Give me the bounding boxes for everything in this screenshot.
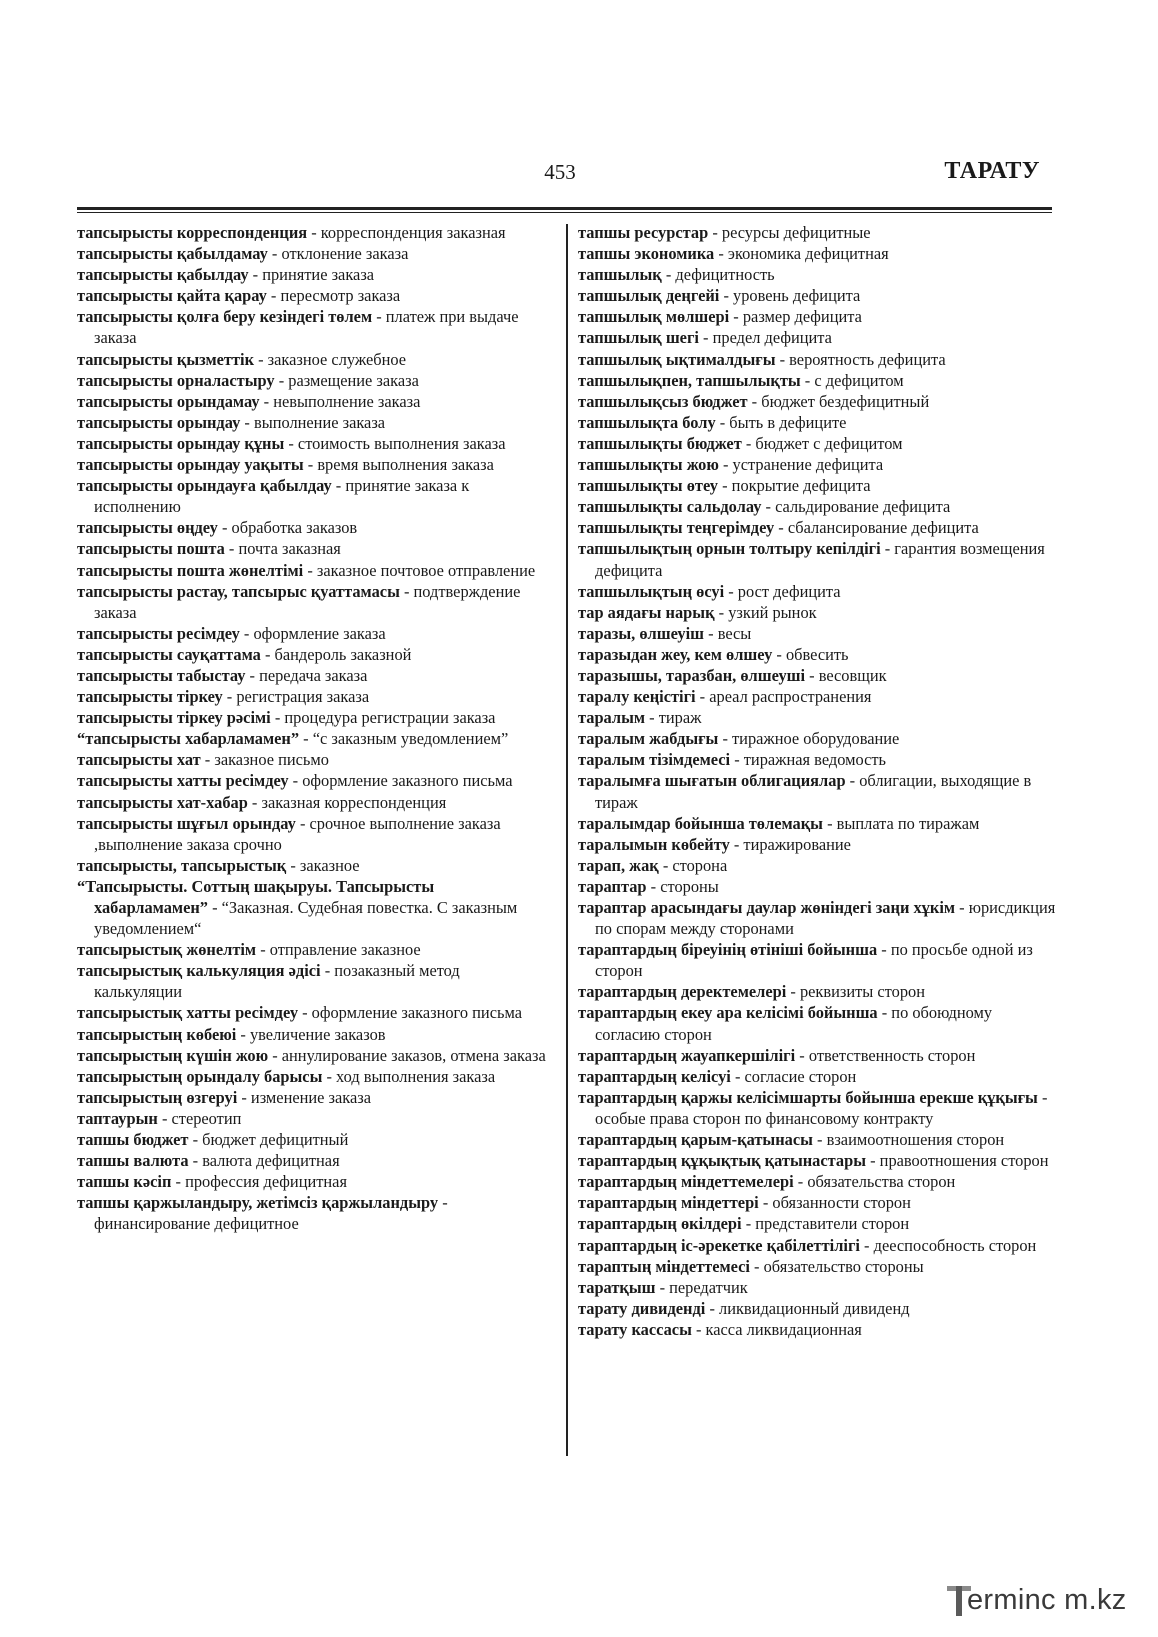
entry-term: таралым тізімдемесі <box>578 750 731 770</box>
dictionary-entry: тапшы экономика - экономика дефицитная <box>578 244 889 264</box>
entry-definition: с дефицитом <box>814 370 904 390</box>
dictionary-entry: тапшылықты теңгерімдеу - сбалансирование дефицита <box>578 518 979 538</box>
dictionary-entry: тараптардың құқықтық қатынастары - правоотношения сторон <box>578 1151 1049 1171</box>
entry-term: тапшылық шегі <box>578 328 699 348</box>
dictionary-entry: тапсырысты қайта қарау - пересмотр заказа <box>77 286 401 306</box>
entry-term: тараптардың іс-әрекетке қабілеттілігі <box>578 1235 860 1255</box>
entry-definition: аннулирование заказов, отмена заказа <box>281 1045 546 1065</box>
dictionary-entry: тапсырысты хат - заказное письмо <box>77 750 329 770</box>
entry-definition: ликвидационный дивиденд <box>719 1298 910 1318</box>
entry-term: тапсырысты тіркеу рәсімі <box>77 708 271 728</box>
entry-definition: касса ликвидационная <box>705 1319 862 1339</box>
entry-term: тапсырысты табыстау <box>77 665 246 685</box>
dictionary-entry: тарату дивиденді - ликвидационный дивиденд <box>578 1298 910 1318</box>
entry-term: тараптар <box>578 876 647 896</box>
entry-definition: экономика дефицитная <box>727 244 889 264</box>
dictionary-entry: тараптардың міндеттемелері - обязательства сторон <box>578 1172 956 1192</box>
entry-term: тапсырысты қолға беру кезіндегі төлем <box>77 307 373 327</box>
entry-term: тапсырысты, тапсырыстық <box>77 855 287 875</box>
entry-definition: увеличение заказов <box>249 1024 386 1044</box>
entry-definition: отправление заказное <box>269 940 421 960</box>
entry-definition: уровень дефицита <box>733 286 861 306</box>
dictionary-entry: тапсырысты табыстау - передача заказа <box>77 665 368 685</box>
dictionary-entry: тапшылық - дефицитность <box>578 265 775 285</box>
entry-definition: финансирование дефицитное <box>94 1214 299 1234</box>
entry-term: тапшы бюджет <box>77 1130 189 1150</box>
entry-term: тапшы қаржыландыру, жетімсіз қаржыландыру <box>77 1193 439 1213</box>
header-rule-thick <box>77 207 1052 210</box>
entry-definition: размер дефицита <box>742 307 862 327</box>
entry-term: тапсырыстық жөнелтім <box>77 940 257 960</box>
dictionary-entry: “тапсырысты хабарламамен” - “с заказным уведомлением” <box>77 729 509 749</box>
entry-definition: сторона <box>672 855 728 875</box>
entry-definition: тиражная ведомость <box>743 750 886 770</box>
dictionary-entry: тапшылық мөлшері - размер дефицита <box>578 307 862 327</box>
entry-term: тапсырыстық калькуляция әдісі <box>77 961 321 981</box>
entry-term: тапшы ресурстар <box>578 223 709 242</box>
entry-term: тапсырысты тіркеу <box>77 687 223 707</box>
dictionary-entry: тапсырысты тіркеу рәсімі - процедура регистрации заказа <box>77 708 496 728</box>
dictionary-entry: тапшылық деңгейі - уровень дефицита <box>578 286 861 306</box>
logo-text: erminc m.kz <box>967 1584 1127 1616</box>
entry-definition: выполнение заказа <box>253 412 386 432</box>
entry-definition: тиражирование <box>743 834 851 854</box>
dictionary-entry: тапсырысты қабылдау - принятие заказа <box>77 265 375 285</box>
entry-definition: взаимоотношения сторон <box>826 1130 1005 1150</box>
entry-definition: выплата по тиражам <box>836 813 980 833</box>
entry-term: тапшылықты сальдолау <box>578 497 762 517</box>
dictionary-entry: тараптардың біреуінің өтініші бойынша - по просьбе одной из сторон <box>578 940 1033 981</box>
entry-definition: стороны <box>660 876 719 896</box>
dictionary-entry: тапсырысты, тапсырыстық - заказное <box>77 855 360 875</box>
entry-term: тапсырысты растау, тапсырыс қуаттамасы <box>77 581 400 601</box>
entry-term: тапшылықта болу <box>578 412 716 432</box>
dictionary-entry: тапсырысты өңдеу - обработка заказов <box>77 518 358 538</box>
entry-term: тараптардың жауапкершілігі <box>578 1045 796 1065</box>
entry-definition: узкий рынок <box>728 602 817 622</box>
dictionary-entry: тапшы қаржыландыру, жетімсіз қаржыландыру - финансирование дефицитное <box>77 1193 448 1234</box>
entry-definition: тираж <box>658 708 702 728</box>
dictionary-entry: тапшылықтың орнын толтыру кепілдігі - гарантия возмещения дефицита <box>578 539 1045 580</box>
entry-definition: юрисдикция по спорам между сторонами <box>595 898 1056 939</box>
entry-definition: дефицитность <box>675 265 775 285</box>
entry-definition: отклонение заказа <box>281 244 409 264</box>
dictionary-entry: тапшылықты сальдолау - сальдирование дефицита <box>578 497 951 517</box>
entry-term: тапсырысты өңдеу <box>77 518 218 538</box>
dictionary-entry: тараптардың қарым-қатынасы - взаимоотношения сторон <box>578 1130 1005 1150</box>
entry-term: таразышы, таразбан, өлшеуші <box>578 665 806 685</box>
dictionary-entry: тапшылық ықтималдығы - вероятность дефицита <box>578 349 946 369</box>
entry-term: тапсырысты қайта қарау <box>77 286 267 306</box>
entry-term: таралымдар бойынша төлемақы <box>578 813 823 833</box>
dictionary-entry: таратқыш - передатчик <box>578 1277 748 1297</box>
entry-definition: ареал распространения <box>709 687 872 707</box>
entry-definition: платеж при выдаче заказа <box>94 307 519 348</box>
dictionary-entry: тапсырысты пошта - почта заказная <box>77 539 341 559</box>
entry-definition: сальдирование дефицита <box>775 497 951 517</box>
dictionary-entry: тапсырысты орындау - выполнение заказа <box>77 412 386 432</box>
entry-definition: сбалансирование дефицита <box>787 518 979 538</box>
column-divider <box>566 224 568 1456</box>
dictionary-entry: тараптардың келісуі - согласие сторон <box>578 1066 857 1086</box>
dictionary-entry: таралым жабдығы - тиражное оборудование <box>578 729 900 749</box>
entry-term: тапшылық <box>578 265 662 285</box>
dictionary-entry: тапшы кәсіп - профессия дефицитная <box>77 1172 347 1192</box>
entry-term: тапсырыстың өзгеруі <box>77 1087 238 1107</box>
entry-term: таралым жабдығы <box>578 729 719 749</box>
entry-definition: позаказный метод калькуляции <box>94 961 460 1002</box>
entry-definition: покрытие дефицита <box>731 476 871 496</box>
entry-term: тапшылық деңгейі <box>578 286 720 306</box>
entry-definition: оформление заказного письма <box>311 1003 522 1023</box>
entry-definition: бюджет бездефицитный <box>761 391 930 411</box>
entry-definition: обязанности сторон <box>772 1193 911 1213</box>
dictionary-entry: таралымын көбейту - тиражирование <box>578 834 851 854</box>
entry-definition: передатчик <box>669 1277 748 1297</box>
entry-term: тарату дивиденді <box>578 1298 706 1318</box>
dictionary-entry: тапсырысты орындау құны - стоимость выполнения заказа <box>77 433 506 453</box>
dictionary-entry: тараптардың іс-әрекетке қабілеттілігі - дееспособность сторон <box>578 1235 1037 1255</box>
entry-definition: заказное почтовое отправление <box>316 560 536 580</box>
dictionary-entry: “Тапсырысты. Соттың шақыруы. Тапсырысты хабарламамен” - “Заказная. Судебная повестка. С заказным уведомлением“ <box>77 876 518 939</box>
entry-term: тараптардың міндеттемелері <box>578 1172 794 1192</box>
entry-term: тапсырысты пошта жөнелтімі <box>77 560 304 580</box>
dictionary-entry: тарату кассасы - касса ликвидационная <box>578 1319 862 1339</box>
entry-term: тараптар арасындағы даулар жөніндегі заңи хұкім <box>578 898 956 917</box>
dictionary-entry: таралым тізімдемесі - тиражная ведомость <box>578 750 886 770</box>
entry-term: тарап, жақ <box>578 855 659 875</box>
dictionary-entry: тараптардың өкілдері - представители сторон <box>578 1214 910 1234</box>
entry-definition: согласие сторон <box>744 1066 857 1086</box>
entry-term: тарату кассасы <box>578 1319 692 1339</box>
entry-definition: “с заказным уведомлением” <box>312 729 509 749</box>
dictionary-entry: тапсырыстық хатты ресімдеу - оформление заказного письма <box>77 1003 522 1023</box>
entry-term: тапсырысты орындауға қабылдау <box>77 476 332 496</box>
entry-term: тапшы кәсіп <box>77 1172 172 1192</box>
entry-definition: бюджет с дефицитом <box>755 433 903 453</box>
entry-term: тапсырыстың күшін жою <box>77 1045 269 1065</box>
dictionary-entry: тапсырысты ресімдеу - оформление заказа <box>77 623 386 643</box>
entry-term: “тапсырысты хабарламамен” <box>77 729 300 749</box>
left-column <box>77 222 547 1235</box>
entry-definition: оформление заказа <box>253 623 386 643</box>
entry-definition: предел дефицита <box>712 328 832 348</box>
dictionary-entry: тапшы бюджет - бюджет дефицитный <box>77 1130 349 1150</box>
dictionary-entry: тапсырысты тіркеу - регистрация заказа <box>77 687 370 707</box>
dictionary-entry: тараптардың жауапкершілігі - ответственность сторон <box>578 1045 976 1065</box>
entry-definition: по просьбе одной из сторон <box>595 940 1033 981</box>
entry-definition: подтверждение заказа <box>94 581 521 622</box>
entry-term: тапсырысты ресімдеу <box>77 623 240 643</box>
dictionary-entry: таразыдан жеу, кем өлшеу - обвесить <box>578 644 849 664</box>
entry-term: тапсырысты хат-хабар <box>77 792 248 812</box>
dictionary-entry: тапшылық шегі - предел дефицита <box>578 328 832 348</box>
entry-definition: “Заказная. Судебная повестка. С заказным уведомлением“ <box>94 898 518 939</box>
entry-term: тараптардың өкілдері <box>578 1214 742 1234</box>
entry-term: тапсырысты орындамау <box>77 391 260 411</box>
entry-term: тараптардың екеу ара келісімі бойынша <box>578 1003 878 1023</box>
entry-term: тапшылықты теңгерімдеу <box>578 518 775 538</box>
entry-term: тар аядағы нарық <box>578 602 715 622</box>
entry-definition: стереотип <box>171 1108 242 1128</box>
entry-term: тапсырысты хатты ресімдеу <box>77 771 289 791</box>
dictionary-entry: тараптардың деректемелері - реквизиты сторон <box>578 982 925 1002</box>
entry-term: тараптардың біреуінің өтініші бойынша <box>578 940 878 960</box>
dictionary-entry: тапсырыстық калькуляция әдісі - позаказный метод калькуляции <box>77 961 460 1002</box>
entry-term: тапшылықтың өсуі <box>578 581 725 601</box>
entry-term: таралу кеңістігі <box>578 687 696 707</box>
entry-definition: стоимость выполнения заказа <box>297 433 506 453</box>
entry-definition: почта заказная <box>238 539 341 559</box>
entry-term: таралымға шығатын облигациялар <box>578 771 846 791</box>
entry-term: “Тапсырысты. Соттың шақыруы. Тапсырысты хабарламамен” <box>77 876 435 917</box>
entry-definition: представители сторон <box>755 1214 910 1234</box>
running-head: ТАРАТУ <box>944 158 1040 184</box>
dictionary-entry: тапшылықты жою - устранение дефицита <box>578 455 884 475</box>
entry-definition: обработка заказов <box>231 518 358 538</box>
entry-definition: изменение заказа <box>250 1087 372 1107</box>
entry-term: таралымын көбейту <box>578 834 730 854</box>
entry-definition: быть в дефиците <box>729 412 847 432</box>
entry-definition: обязательство стороны <box>763 1256 924 1276</box>
dictionary-entry: тапшы валюта - валюта дефицитная <box>77 1151 340 1171</box>
dictionary-entry: тапсырысты растау, тапсырыс қуаттамасы - подтверждение заказа <box>77 581 521 622</box>
entry-term: тапсырысты қабылдау <box>77 265 249 285</box>
entry-term: таралым <box>578 708 646 728</box>
entry-term: тапсырысты пошта <box>77 539 225 559</box>
entry-definition: профессия дефицитная <box>185 1172 347 1192</box>
dictionary-entry: таразы, өлшеуіш - весы <box>578 623 752 643</box>
entry-term: тапсырысты шұғыл орындау <box>77 813 296 833</box>
entry-term: тараптардың қарым-қатынасы <box>578 1130 813 1150</box>
dictionary-entry: тапсырыстың орындалу барысы - ход выполнения заказа <box>77 1066 496 1086</box>
entry-definition: обязательства сторон <box>807 1172 956 1192</box>
entry-term: таразы, өлшеуіш <box>578 623 705 643</box>
entry-definition: по обоюдному согласию сторон <box>595 1003 993 1044</box>
entry-term: тапсырыстың орындалу барысы <box>77 1066 323 1086</box>
dictionary-entry: таралымдар бойынша төлемақы - выплата по тиражам <box>578 813 980 833</box>
dictionary-entry: тараптардың қаржы келісімшарты бойынша ерекше құқығы - особые права сторон по финансовому контракту <box>578 1087 1048 1128</box>
dictionary-entry: тапсырысты сауқаттама - бандероль заказной <box>77 644 412 664</box>
dictionary-entry: тапшылықпен, тапшылықты - с дефицитом <box>578 370 904 390</box>
dictionary-entry: тараптардың екеу ара келісімі бойынша - по обоюдному согласию сторон <box>578 1003 993 1044</box>
entry-definition: ответственность сторон <box>808 1045 976 1065</box>
entry-definition: вероятность дефицита <box>789 349 946 369</box>
entry-term: таптаурын <box>77 1108 158 1128</box>
entry-definition: корреспонденция заказная <box>320 223 506 242</box>
entry-definition: заказное служебное <box>267 349 407 369</box>
entry-definition: невыполнение заказа <box>273 391 421 411</box>
entry-definition: облигации, выходящие в тираж <box>595 771 1032 812</box>
dictionary-entry: тараптардың міндеттері - обязанности сторон <box>578 1193 911 1213</box>
page-number: 453 <box>544 160 576 184</box>
dictionary-entry: таптаурын - стереотип <box>77 1108 242 1128</box>
dictionary-entry: тапсырысты хат-хабар - заказная корреспонденция <box>77 792 447 812</box>
entry-definition: пересмотр заказа <box>280 286 401 306</box>
entry-term: тараптың міндеттемесі <box>578 1256 750 1276</box>
termincom-logo <box>945 1582 1140 1622</box>
entry-term: тапсырысты орындау құны <box>77 433 285 453</box>
dictionary-entry: тараптар - стороны <box>578 876 719 896</box>
entry-term: тапшылық ықтималдығы <box>578 349 776 369</box>
entry-term: тапсырысты қызметтік <box>77 349 255 369</box>
dictionary-entry: тапсырысты қолға беру кезіндегі төлем - платеж при выдаче заказа <box>77 307 519 348</box>
entry-definition: ресурсы дефицитные <box>721 223 871 242</box>
dictionary-entry: тапсырыстың өзгеруі - изменение заказа <box>77 1087 372 1107</box>
dictionary-entry: тараптар арасындағы даулар жөніндегі заңи хұкім - юрисдикция по спорам между сторонами <box>578 898 1056 939</box>
dictionary-entry: тапсырыстық жөнелтім - отправление заказное <box>77 940 421 960</box>
dictionary-entry: тапшылықты өтеу - покрытие дефицита <box>578 476 871 496</box>
entry-term: тараптардың деректемелері <box>578 982 787 1002</box>
entry-term: тапшылықты бюджет <box>578 433 742 453</box>
dictionary-entry: тапсырысты шұғыл орындау - срочное выполнение заказа ,выполнение заказа срочно <box>77 813 501 854</box>
entry-definition: реквизиты сторон <box>799 982 925 1002</box>
dictionary-entry: тапшы ресурстар - ресурсы дефицитные <box>578 223 871 242</box>
entry-term: тараптардың қаржы келісімшарты бойынша ерекше құқығы <box>578 1087 1038 1107</box>
entry-term: тапсырысты қабылдамау <box>77 244 268 264</box>
entry-definition: бандероль заказной <box>274 644 412 664</box>
entry-term: тараптардың келісуі <box>578 1066 731 1086</box>
entry-definition: оформление заказного письма <box>302 771 513 791</box>
entry-term: тапсырысты сауқаттама <box>77 644 261 664</box>
dictionary-entry: тапшылықты бюджет - бюджет с дефицитом <box>578 433 903 453</box>
entry-definition: весовщик <box>818 665 887 685</box>
entry-definition: весы <box>717 623 752 643</box>
entry-term: тапшылықты жою <box>578 455 719 475</box>
dictionary-entry: таралымға шығатын облигациялар - облигации, выходящие в тираж <box>578 771 1032 812</box>
dictionary-entry: таразышы, таразбан, өлшеуші - весовщик <box>578 665 887 685</box>
entry-definition: правоотношения сторон <box>879 1151 1049 1171</box>
entry-term: тапшылықпен, тапшылықты <box>578 370 801 390</box>
entry-term: тапсырысты орындау уақыты <box>77 455 304 475</box>
entry-term: тапсырысты корреспонденция <box>77 223 308 242</box>
dictionary-entry: тапсырысты орындауға қабылдау - принятие заказа к исполнению <box>77 476 470 517</box>
dictionary-entry: тапшылықсыз бюджет - бюджет бездефицитный <box>578 391 930 411</box>
entry-definition: время выполнения заказа <box>317 455 494 475</box>
entry-term: тапсырысты орындау <box>77 412 241 432</box>
entry-term: тараптардың құқықтық қатынастары <box>578 1151 867 1171</box>
entry-term: тапшы экономика <box>578 244 715 264</box>
dictionary-entry: таралу кеңістігі - ареал распространения <box>578 687 872 707</box>
dictionary-entry: тапсырыстың көбеюі - увеличение заказов <box>77 1024 386 1044</box>
dictionary-entry: тар аядағы нарық - узкий рынок <box>578 602 817 622</box>
header-rule-thin <box>77 212 1052 213</box>
entry-definition: передача заказа <box>259 665 368 685</box>
entry-term: тапсырысты хат <box>77 750 201 770</box>
dictionary-entry: тапсырысты корреспонденция - корреспонденция заказная <box>77 223 506 242</box>
dictionary-entry: тараптың міндеттемесі - обязательство стороны <box>578 1256 924 1276</box>
entry-definition: срочное выполнение заказа ,выполнение заказа срочно <box>94 813 501 854</box>
entry-definition: обвесить <box>785 644 849 664</box>
dictionary-entry: тапсырыстың күшін жою - аннулирование заказов, отмена заказа <box>77 1045 546 1065</box>
entry-term: тапшылықсыз бюджет <box>578 391 748 411</box>
entry-definition: заказное <box>299 855 360 875</box>
entry-definition: рост дефицита <box>737 581 841 601</box>
entry-definition: гарантия возмещения дефицита <box>595 539 1045 580</box>
dictionary-entry: тапсырысты қызметтік - заказное служебное <box>77 349 407 369</box>
dictionary-entry: тапсырысты орналастыру - размещение заказа <box>77 370 419 390</box>
dictionary-entry: тапсырысты қабылдамау - отклонение заказа <box>77 244 409 264</box>
entry-term: тапсырыстың көбеюі <box>77 1024 237 1044</box>
entry-definition: дееспособность сторон <box>873 1235 1037 1255</box>
dictionary-entry: тапшылықтың өсуі - рост дефицита <box>578 581 841 601</box>
entry-definition: регистрация заказа <box>236 687 370 707</box>
entry-definition: размещение заказа <box>288 370 419 390</box>
entry-term: таразыдан жеу, кем өлшеу <box>578 644 773 664</box>
entry-definition: принятие заказа <box>262 265 375 285</box>
dictionary-entry: тапсырысты пошта жөнелтімі - заказное почтовое отправление <box>77 560 536 580</box>
entry-definition: бюджет дефицитный <box>202 1130 349 1150</box>
dictionary-entry: тарап, жақ - сторона <box>578 855 728 875</box>
entry-definition: тиражное оборудование <box>732 729 900 749</box>
dictionary-entry: тапсырысты орындамау - невыполнение заказа <box>77 391 421 411</box>
entry-term: таратқыш <box>578 1277 656 1297</box>
entry-definition: устранение дефицита <box>732 455 884 475</box>
dictionary-entry: тапшылықта болу - быть в дефиците <box>578 412 847 432</box>
entry-definition: заказное письмо <box>214 750 329 770</box>
entry-definition: ход выполнения заказа <box>336 1066 496 1086</box>
entry-term: тапсырысты орналастыру <box>77 370 275 390</box>
dictionary-entry: тапсырысты хатты ресімдеу - оформление заказного письма <box>77 771 513 791</box>
dictionary-entry: тапсырысты орындау уақыты - время выполнения заказа <box>77 455 494 475</box>
entry-term: тапшылықты өтеу <box>578 476 719 496</box>
entry-term: тапшылықтың орнын толтыру кепілдігі <box>578 539 881 559</box>
dictionary-entry: таралым - тираж <box>578 708 702 728</box>
entry-definition: процедура регистрации заказа <box>284 708 496 728</box>
entry-term: тапшылық мөлшері <box>578 307 730 327</box>
entry-definition: заказная корреспонденция <box>261 792 447 812</box>
entry-term: тапшы валюта <box>77 1151 189 1171</box>
entry-definition: валюта дефицитная <box>202 1151 340 1171</box>
entry-definition: принятие заказа к исполнению <box>94 476 470 517</box>
entry-definition: особые права сторон по финансовому контракту <box>595 1108 934 1128</box>
entry-term: тараптардың міндеттері <box>578 1193 759 1213</box>
right-column <box>578 222 1056 1340</box>
entry-term: тапсырыстық хатты ресімдеу <box>77 1003 299 1023</box>
